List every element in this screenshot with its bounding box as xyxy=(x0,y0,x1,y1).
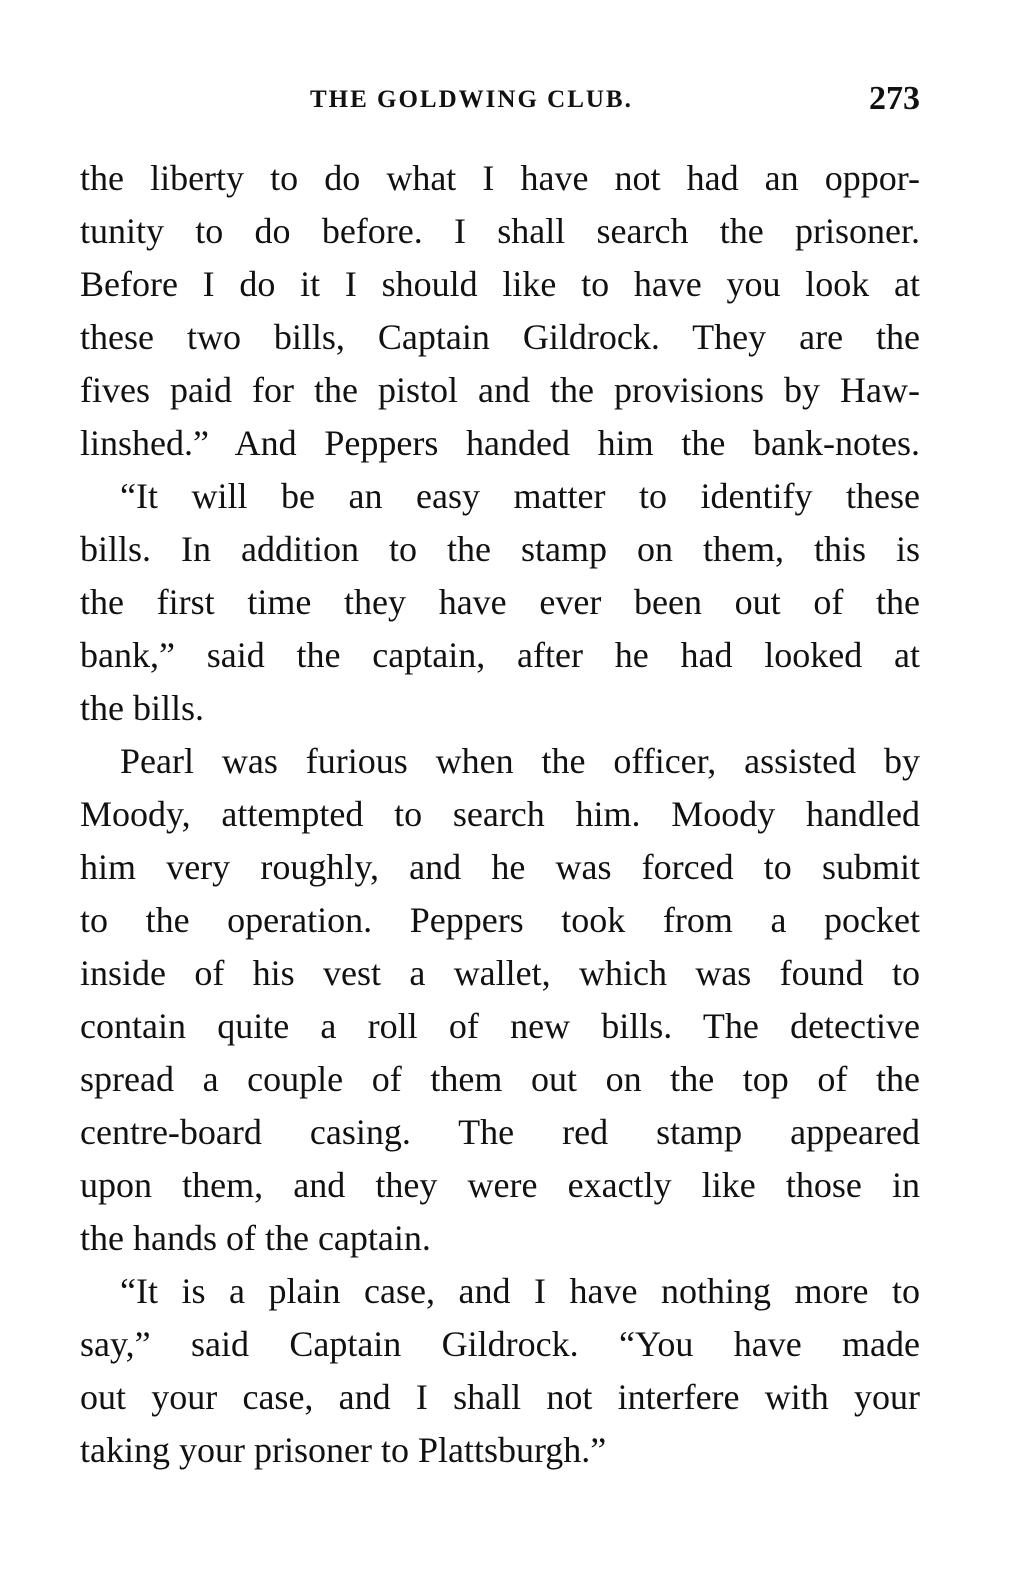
text-line: Pearl was furious when the officer, assisted by xyxy=(120,741,920,781)
text-line: contain quite a roll of new bills. The detective xyxy=(80,1006,920,1046)
text-line: the hands of the captain. xyxy=(80,1218,431,1258)
text-line: spread a couple of them out on the top of the xyxy=(80,1059,920,1099)
text-line: centre-board casing. The red stamp appeared xyxy=(80,1112,920,1152)
text-line: “It will be an easy matter to identify these xyxy=(120,476,920,516)
text-line: the bills. xyxy=(80,688,204,728)
text-line: these two bills, Captain Gildrock. They are the xyxy=(80,317,920,357)
text-line: to the operation. Peppers took from a pocket xyxy=(80,900,920,940)
running-title: THE GOLDWING CLUB. xyxy=(310,86,633,113)
text-line: tunity to do before. I shall search the prisoner. xyxy=(80,211,920,251)
body-text xyxy=(80,152,920,1477)
text-line: “It is a plain case, and I have nothing more to xyxy=(120,1271,920,1311)
text-line: say,” said Captain Gildrock. “You have made xyxy=(80,1324,920,1364)
text-line: fives paid for the pistol and the provisions by Haw- xyxy=(80,370,920,410)
text-line: Before I do it I should like to have you look at xyxy=(80,264,920,304)
text-line: out your case, and I shall not interfere with your xyxy=(80,1377,920,1417)
text-line: bills. In addition to the stamp on them, this is xyxy=(80,529,920,569)
text-line: him very roughly, and he was forced to submit xyxy=(80,847,920,887)
text-line: inside of his vest a wallet, which was found to xyxy=(80,953,920,993)
running-header xyxy=(80,80,920,120)
text-line: taking your prisoner to Plattsburgh.” xyxy=(80,1430,607,1470)
text-line: upon them, and they were exactly like those in xyxy=(80,1165,920,1205)
text-line: the first time they have ever been out of the xyxy=(80,582,920,622)
text-line: bank,” said the captain, after he had looked at xyxy=(80,635,920,675)
text-line: the liberty to do what I have not had an oppor- xyxy=(80,158,920,198)
text-line: linshed.” And Peppers handed him the bank-notes. xyxy=(80,423,920,463)
page-number: 273 xyxy=(869,80,920,117)
text-line: Moody, attempted to search him. Moody handled xyxy=(80,794,920,834)
